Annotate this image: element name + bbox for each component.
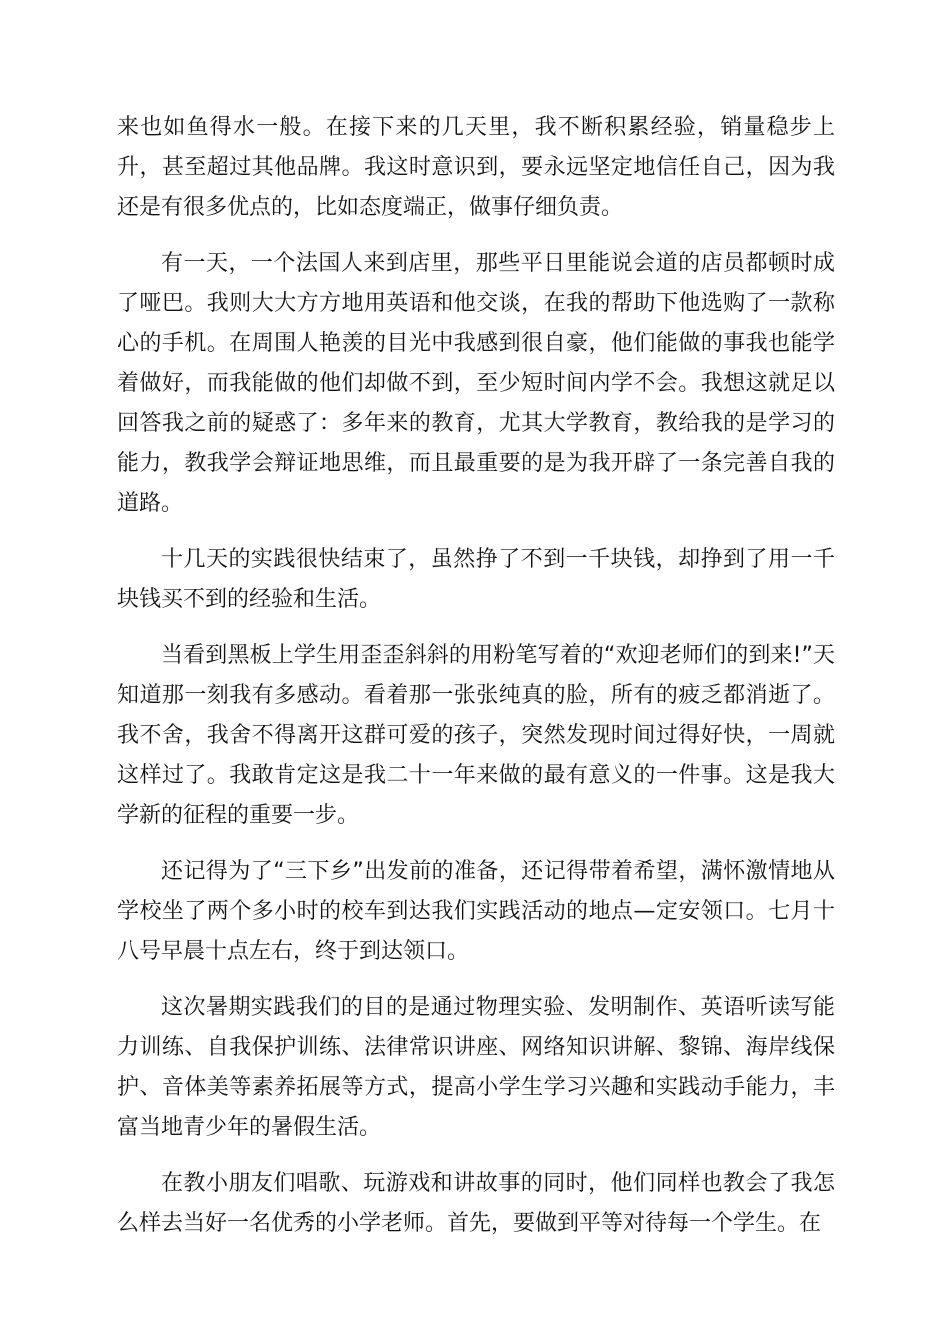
paragraph-6: 这次暑期实践我们的目的是通过物理实验、发明制作、英语听读写能力训练、自我保护训练、法律常识讲座、网络知识讲解、黎锦、海岸线保护、音体美等素养拓展等方式，提高小学生学习兴趣和实践动手能力，丰富当地青少年的暑假生活。 (117, 995, 835, 1140)
paragraph-2: 有一天，一个法国人来到店里，那些平日里能说会道的店员都顿时成了哑巴。我则大大方方地用英语和他交谈，在我的帮助下他选购了一款称心的手机。在周围人艳羡的目光中我感到很自豪，他们能做的事我也能学着做好，而我能做的他们却做不到，至少短时间内学不会。我想这就足以回答我之前的疑惑了：多年来的教育，尤其大学教育，教给我的是学习的能力，教我学会辩证地思维，而且最重要的是为我开辟了一条完善自我的道路。 (117, 251, 835, 516)
paragraph-3: 十几天的实践很快结束了，虽然挣了不到一千块钱，却挣到了用一千块钱买不到的经验和生活。 (117, 547, 835, 612)
paragraph-7: 在教小朋友们唱歌、玩游戏和讲故事的同时，他们同样也教会了我怎么样去当好一名优秀的小学老师。首先，要做到平等对待每一个学生。在 (117, 1171, 835, 1236)
paragraph-1: 来也如鱼得水一般。在接下来的几天里，我不断积累经验，销量稳步上升，甚至超过其他品牌。我这时意识到，要永远坚定地信任自己，因为我还是有很多优点的，比如态度端正，做事仔细负责。 (117, 115, 835, 220)
paragraph-4: 当看到黑板上学生用歪歪斜斜的用粉笔写着的“欢迎老师们的到来!”天知道那一刻我有多感动。看着那一张张纯真的脸，所有的疲乏都消逝了。我不舍，我舍不得离开这群可爱的孩子，突然发现时间过得好快，一周就这样过了。我敢肯定这是我二十一年来做的最有意义的一件事。这是我大学新的征程的重要一步。 (117, 643, 835, 828)
paragraph-5: 还记得为了“三下乡”出发前的准备，还记得带着希望，满怀激情地从学校坐了两个多小时的校车到达我们实践活动的地点—定安领口。七月十八号早晨十点左右，终于到达领口。 (117, 859, 835, 964)
document-body (117, 108, 835, 1260)
